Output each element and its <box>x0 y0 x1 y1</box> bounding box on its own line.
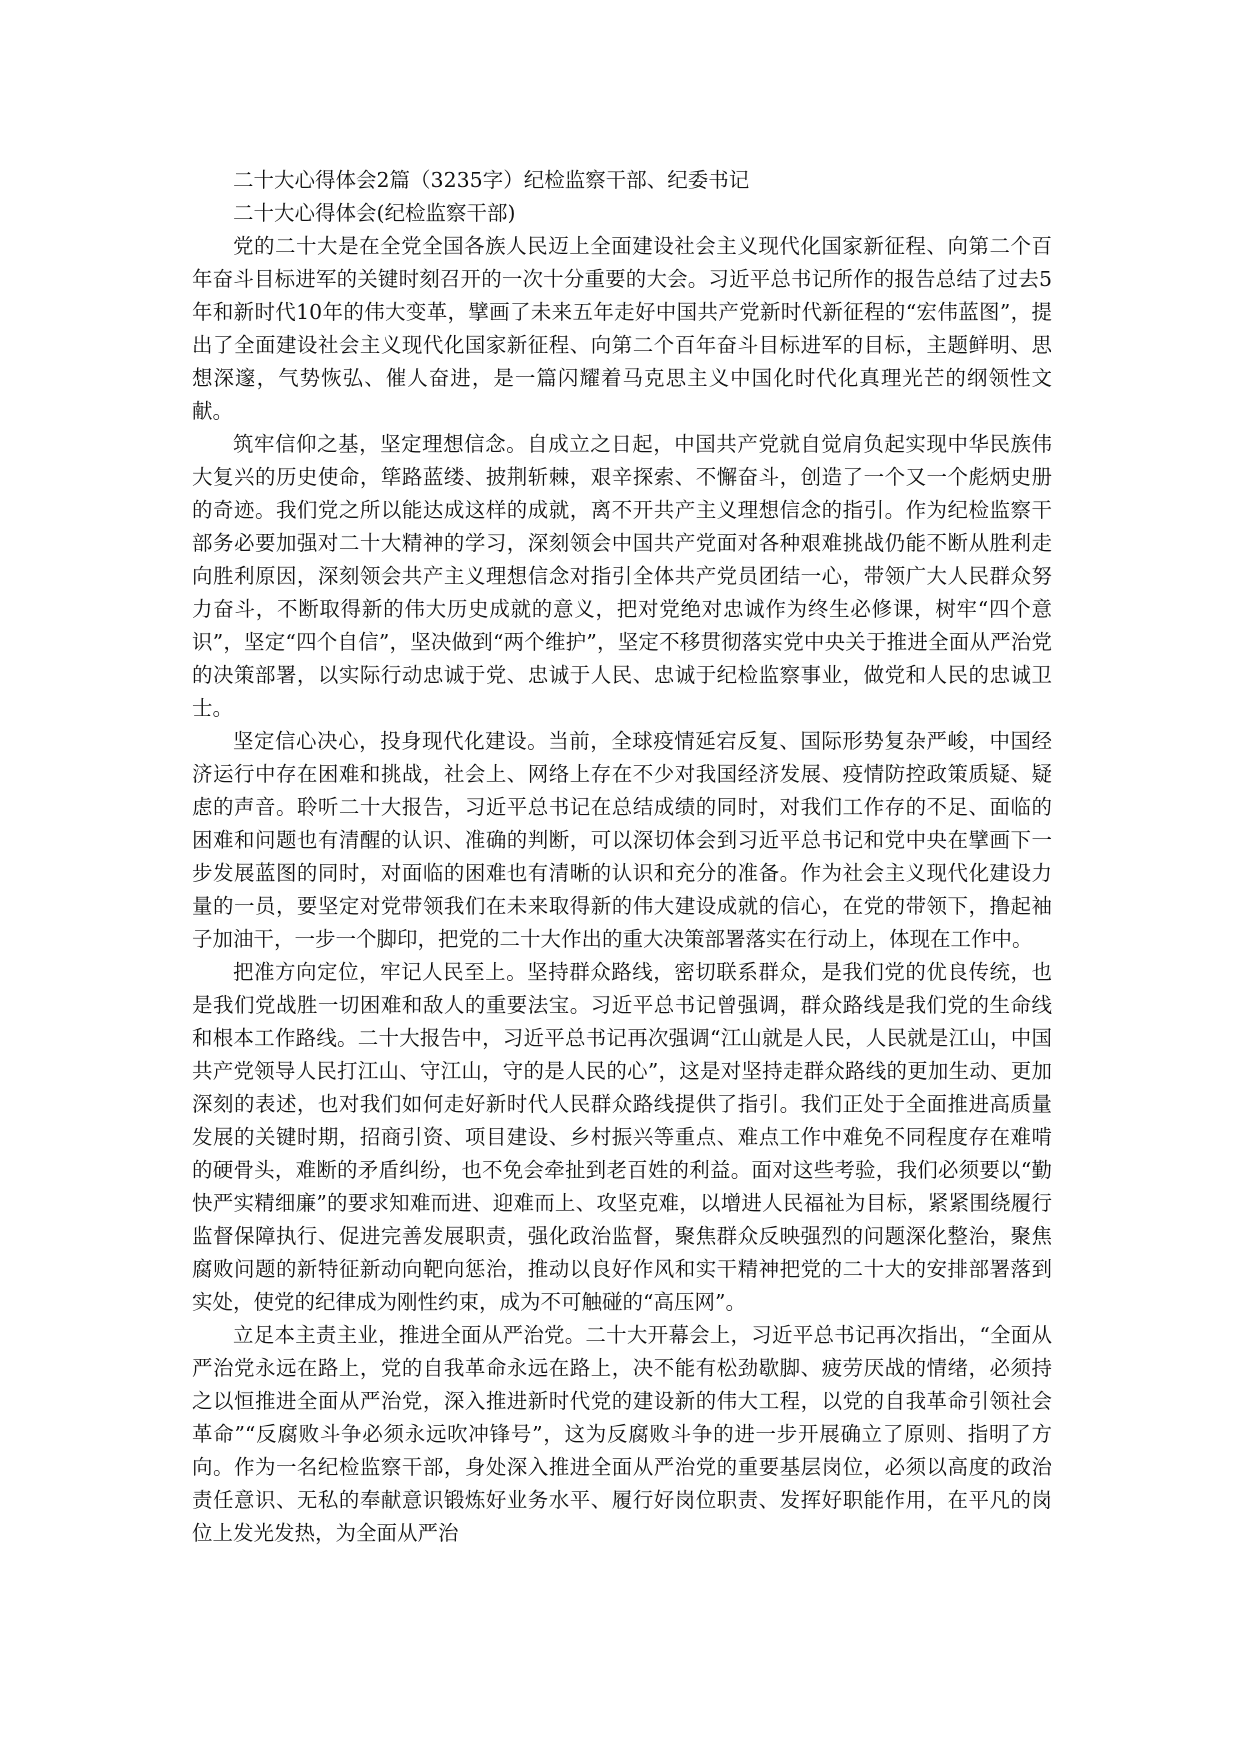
paragraph-5: 立足本主责主业，推进全面从严治党。二十大开幕会上，习近平总书记再次指出，“全面从严治党永远在路上，党的自我革命永远在路上，决不能有松劲歇脚、疲劳厌战的情绪，必须持之以恒推进全面从严治党，深入推进新时代党的建设新的伟大工程，以党的自我革命引领社会革命”“反腐败斗争必须永远吹冲锋号”，这为反腐败斗争的进一步开展确立了原则、指明了方向。作为一名纪检监察干部，身处深入推进全面从严治党的重要基层岗位，必须以高度的政治责任意识、无私的奉献意识锻炼好业务水平、履行好岗位职责、发挥好职能作用，在平凡的岗位上发光发热，为全面从严治 <box>192 1323 1052 1545</box>
document-body <box>192 164 1052 1550</box>
document-subtitle: 二十大心得体会(纪检监察干部) <box>233 201 516 225</box>
paragraph-4: 把准方向定位，牢记人民至上。坚持群众路线，密切联系群众，是我们党的优良传统，也是我们党战胜一切困难和敌人的重要法宝。习近平总书记曾强调，群众路线是我们党的生命线和根本工作路线。二十大报告中，习近平总书记再次强调“江山就是人民，人民就是江山，中国共产党领导人民打江山、守江山，守的是人民的心”，这是对坚持走群众路线的更加生动、更加深刻的表述，也对我们如何走好新时代人民群众路线提供了指引。我们正处于全面推进高质量发展的关键时期，招商引资、项目建设、乡村振兴等重点、难点工作中难免不同程度存在难啃的硬骨头，难断的矛盾纠纷，也不免会牵扯到老百姓的利益。面对这些考验，我们必须要以“勤快严实精细廉”的要求知难而进、迎难而上、攻坚克难，以增进人民福祉为目标，紧紧围绕履行监督保障执行、促进完善发展职责，强化政治监督，聚焦群众反映强烈的问题深化整治，聚焦腐败问题的新特征新动向靶向惩治，推动以良好作风和实干精神把党的二十大的安排部署落到实处，使党的纪律成为刚性约束，成为不可触碰的“高压网”。 <box>192 960 1052 1314</box>
document-title: 二十大心得体会2篇（3235字）纪检监察干部、纪委书记 <box>233 168 750 192</box>
paragraph-2: 筑牢信仰之基，坚定理想信念。自成立之日起，中国共产党就自觉肩负起实现中华民族伟大复兴的历史使命，筚路蓝缕、披荆斩棘，艰辛探索、不懈奋斗，创造了一个又一个彪炳史册的奇迹。我们党之所以能达成这样的成就，离不开共产主义理想信念的指引。作为纪检监察干部务必要加强对二十大精神的学习，深刻领会中国共产党面对各种艰难挑战仍能不断从胜利走向胜利原因，深刻领会共产主义理想信念对指引全体共产党员团结一心，带领广大人民群众努力奋斗，不断取得新的伟大历史成就的意义，把对党绝对忠诚作为终生必修课，树牢“四个意识”，坚定“四个自信”，坚决做到“两个维护”，坚定不移贯彻落实党中央关于推进全面从严治党的决策部署，以实际行动忠诚于党、忠诚于人民、忠诚于纪检监察事业，做党和人民的忠诚卫士。 <box>192 432 1052 720</box>
paragraph-3: 坚定信心决心，投身现代化建设。当前，全球疫情延宕反复、国际形势复杂严峻，中国经济运行中存在困难和挑战，社会上、网络上存在不少对我国经济发展、疫情防控政策质疑、疑虑的声音。聆听二十大报告，习近平总书记在总结成绩的同时，对我们工作存的不足、面临的困难和问题也有清醒的认识、准确的判断，可以深切体会到习近平总书记和党中央在擘画下一步发展蓝图的同时，对面临的困难也有清晰的认识和充分的准备。作为社会主义现代化建设力量的一员，要坚定对党带领我们在未来取得新的伟大建设成就的信心，在党的带领下，撸起袖子加油干，一步一个脚印，把党的二十大作出的重大决策部署落实在行动上，体现在工作中。 <box>192 729 1052 951</box>
paragraph-1: 党的二十大是在全党全国各族人民迈上全面建设社会主义现代化国家新征程、向第二个百年奋斗目标进军的关键时刻召开的一次十分重要的大会。习近平总书记所作的报告总结了过去5年和新时代10年的伟大变革，擘画了未来五年走好中国共产党新时代新征程的“宏伟蓝图”，提出了全面建设社会主义现代化国家新征程、向第二个百年奋斗目标进军的目标，主题鲜明、思想深邃，气势恢弘、催人奋进，是一篇闪耀着马克思主义中国化时代化真理光芒的纲领性文献。 <box>192 234 1052 423</box>
